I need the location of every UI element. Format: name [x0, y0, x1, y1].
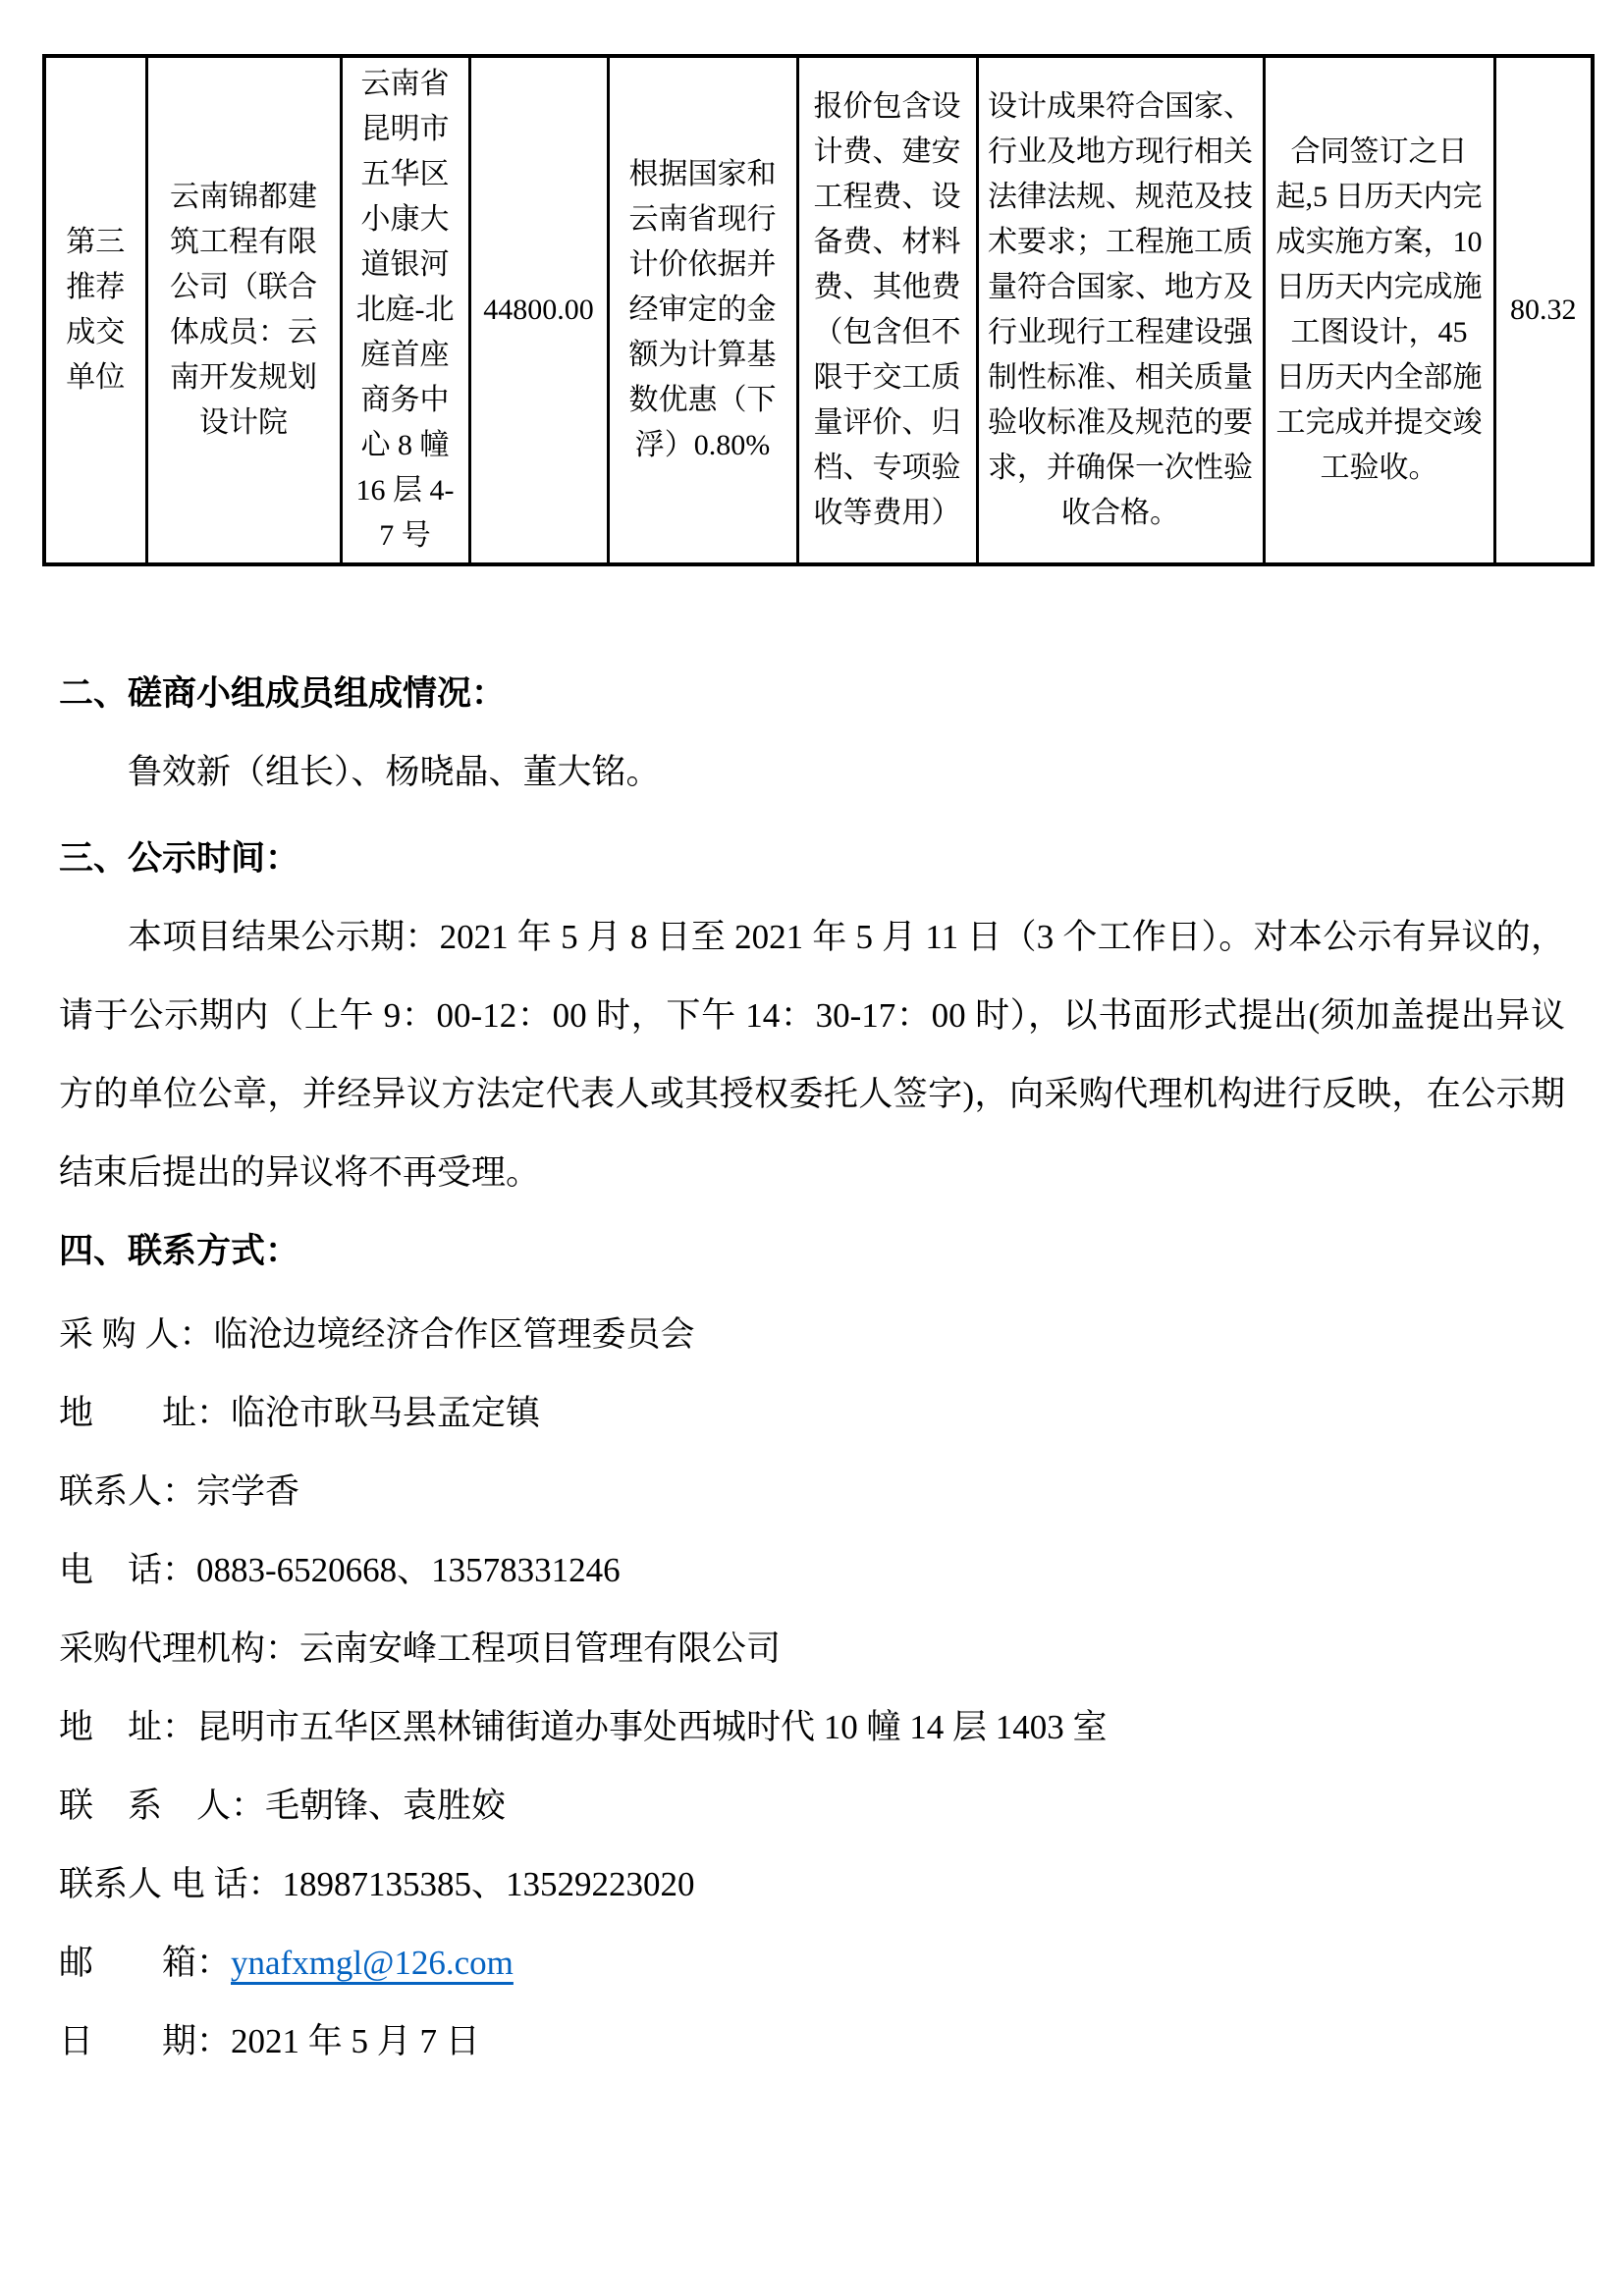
panel-members-line: 鲁效新（组长）、杨晓晶、董大铭。 — [128, 753, 661, 791]
fee-scope-cell: 报价包含设计费、建安工程费、设备费、材料费、其他费（包含但不限于交工质量评价、归档、专项验收等费用） — [797, 56, 977, 564]
bid-result-table — [42, 54, 1595, 566]
contact-value: 宗学香 — [196, 1472, 300, 1511]
contact-label: 联系人 电 话： — [59, 1865, 283, 1903]
contact-value: 18987135385、13529223020 — [282, 1865, 695, 1903]
contact-value: 临沧边境经济合作区管理委员会 — [213, 1315, 695, 1354]
contact-line-agency — [59, 1610, 1565, 1688]
document-body — [59, 566, 1565, 2081]
contact-value: 昆明市五华区黑林铺街道办事处西城时代 10 幢 14 层 1403 室 — [196, 1708, 1108, 1746]
contact-line-agency-address — [59, 1688, 1565, 1767]
contact-label: 地 址： — [59, 1708, 197, 1746]
section-3-title: 三、公示时间： — [59, 839, 300, 878]
contact-label: 邮 箱： — [59, 1944, 232, 1982]
section-4-title: 四、联系方式： — [59, 1232, 300, 1270]
contact-label: 采购代理机构： — [59, 1629, 300, 1668]
contact-label: 地 址： — [59, 1394, 232, 1432]
contact-line-email — [59, 1924, 1565, 2002]
contact-label: 联 系 人： — [59, 1787, 266, 1825]
contact-line-phone — [59, 1531, 1565, 1610]
pricing-basis-cell: 根据国家和云南省现行计价依据并经审定的金额为计算基数优惠（下浮）0.80% — [608, 56, 797, 564]
contact-value: 0883-6520668、13578331246 — [196, 1551, 621, 1589]
contact-label: 日 期： — [59, 2022, 232, 2060]
contact-label: 电 话： — [59, 1551, 197, 1589]
contact-value: 临沧市耿马县孟定镇 — [231, 1394, 541, 1432]
rank-cell: 第三推荐成交单位 — [44, 56, 146, 564]
email-link[interactable]: ynafxmgl@126.com — [231, 1944, 514, 1982]
contact-line-agency-contact-person — [59, 1767, 1565, 1845]
price-cell: 44800.00 — [469, 56, 608, 564]
contact-line-contact-person — [59, 1453, 1565, 1531]
contact-line-date — [59, 2002, 1565, 2081]
publicity-paragraph: 本项目结果公示期：2021 年 5 月 8 日至 2021 年 5 月 11 日（3 个工作日）。对本公示有异议的，请于公示期内（上午 9：00-12：00 时，下午 14：30-17：00 时），以书面形式提出(须加盖提出异议方的单位公章，并经异议方法定代表人或其授权委托人签字)，向采购代理机构进行反映，在公示期结束后提出的异议将不再受理。 — [59, 918, 1565, 1192]
address-cell: 云南省昆明市五华区小康大道银河北庭-北庭首座商务中心 8 幢 16 层 4-7 号 — [341, 56, 469, 564]
contact-label: 联系人： — [59, 1472, 197, 1511]
table-row — [44, 56, 1593, 564]
schedule-cell: 合同签订之日起,5 日历天内完成实施方案，10 日历天内完成施工图设计，45 日历天内全部施工完成并提交竣工验收。 — [1264, 56, 1494, 564]
contact-value: 毛朝锋、袁胜姣 — [265, 1787, 507, 1825]
contact-line-agency-phone — [59, 1845, 1565, 1924]
score-cell: 80.32 — [1494, 56, 1593, 564]
contact-value: 云南安峰工程项目管理有限公司 — [299, 1629, 782, 1668]
company-cell: 云南锦都建筑工程有限公司（联合体成员：云南开发规划设计院 — [146, 56, 341, 564]
contact-value: 2021 年 5 月 7 日 — [231, 2022, 480, 2060]
quality-requirement-cell: 设计成果符合国家、行业及地方现行相关法律法规、规范及技术要求；工程施工质量符合国家、地方及行业现行工程建设强制性标准、相关质量验收标准及规范的要求，并确保一次性验收合格。 — [977, 56, 1264, 564]
contact-line-purchaser-address — [59, 1374, 1565, 1453]
contact-label: 采 购 人： — [59, 1315, 214, 1354]
contact-line-purchaser — [59, 1296, 1565, 1374]
section-2-title: 二、磋商小组成员组成情况： — [59, 674, 507, 713]
